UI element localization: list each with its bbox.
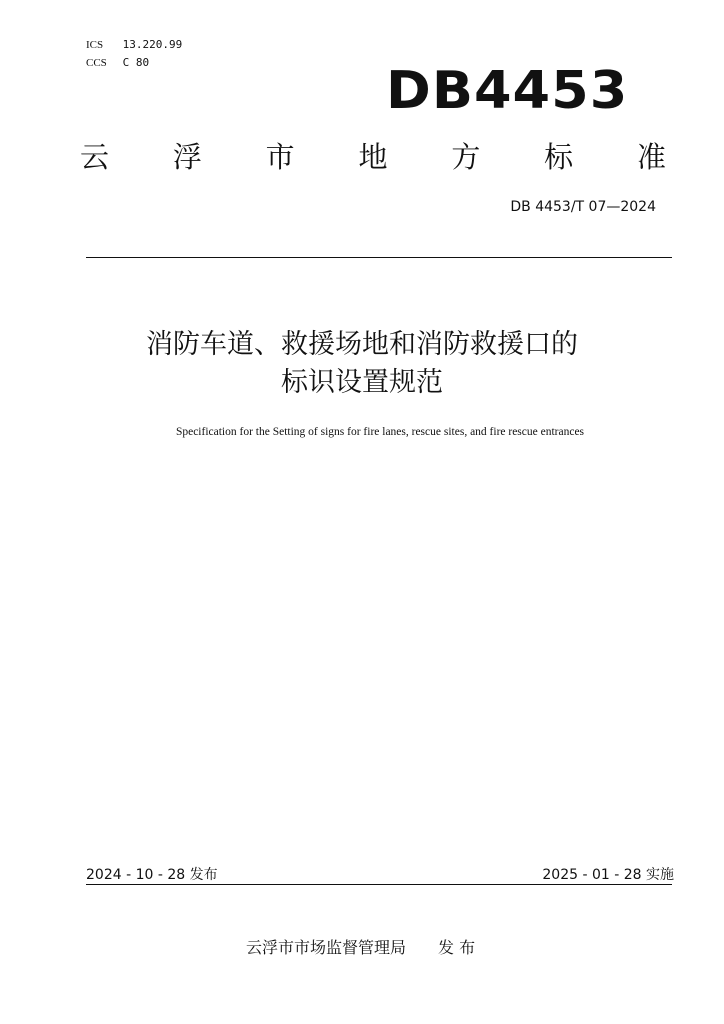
issuer-action: 发 布 xyxy=(438,938,476,957)
standard-type-char: 准 xyxy=(636,140,666,174)
top-divider xyxy=(86,257,672,258)
standard-type-char: 浮 xyxy=(172,140,202,174)
classification-codes xyxy=(86,36,182,72)
title-line-1: 消防车道、救援场地和消防救援口的 xyxy=(146,329,578,360)
english-title: Specification for the Setting of signs for fire lanes, rescue sites, and fire rescue entrances xyxy=(175,426,585,438)
db-logo: DB4453 xyxy=(386,60,629,121)
issuer-name: 云浮市市场监督管理局 xyxy=(246,938,407,957)
standard-type-char: 市 xyxy=(265,140,295,174)
ccs-label: CCS xyxy=(86,57,107,69)
standard-type-char: 云 xyxy=(80,140,110,174)
ics-label: ICS xyxy=(86,39,104,51)
standard-type-char: 方 xyxy=(451,140,481,174)
document-title xyxy=(0,326,724,402)
ics-line xyxy=(86,36,182,54)
ccs-value: C 80 xyxy=(122,56,150,69)
implementation-date: 2025 - 01 - 28 实施 xyxy=(542,867,674,883)
publish-date: 2024 - 10 - 28 发布 xyxy=(86,867,218,883)
standard-type-char: 地 xyxy=(358,140,388,174)
title-line-2: 标识设置规范 xyxy=(281,367,443,398)
ccs-line xyxy=(86,54,182,72)
standard-number: DB 4453/T 07—2024 xyxy=(510,199,656,215)
issuer xyxy=(246,935,475,958)
standard-type-title xyxy=(80,140,666,174)
bottom-divider xyxy=(86,884,672,885)
ics-value: 13.220.99 xyxy=(122,38,183,51)
standard-type-char: 标 xyxy=(544,140,574,174)
